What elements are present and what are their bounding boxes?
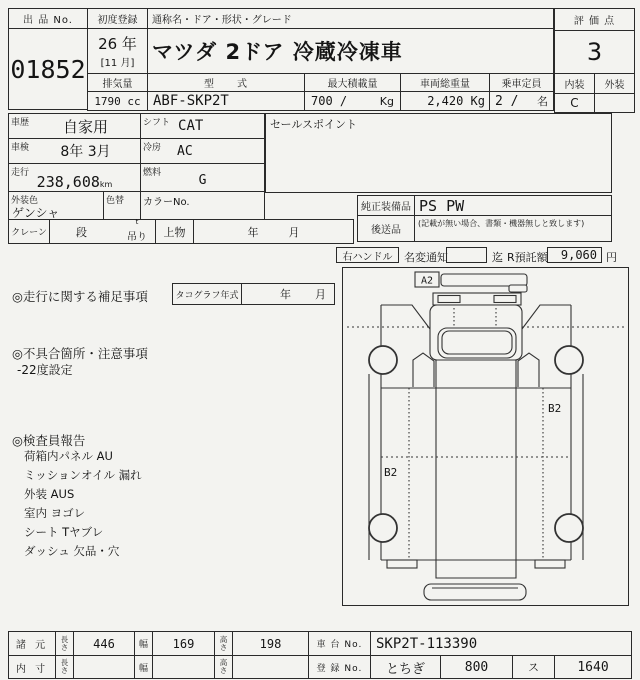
kosohin-label: 後送品	[357, 215, 415, 242]
max-load-number: 700 /	[311, 94, 348, 108]
first-reg-month: [11 月]	[100, 58, 135, 69]
chassis-label: 車 台 No.	[308, 631, 371, 656]
vehicle-diagram-box	[342, 267, 629, 606]
inspection-value: 8年 3月	[60, 144, 111, 160]
ac-cell	[140, 138, 265, 164]
first-reg-value	[87, 28, 148, 74]
damage-label-b2-right: B2	[548, 402, 562, 415]
uwamono-cell	[193, 219, 354, 244]
tachograph-year: 年	[280, 288, 291, 301]
recycle-value: 9,060	[547, 247, 602, 263]
exterior-label: 外装	[594, 73, 635, 94]
history-label: 車歴	[11, 118, 30, 128]
fuel-cell	[140, 163, 265, 192]
mileage-note-title: ◎走行に関する補足事項	[12, 289, 148, 304]
sales-point-label: セールスポイント	[270, 118, 358, 131]
inner-height-label: 高さ	[214, 655, 233, 679]
interior-grade: C	[554, 93, 595, 113]
history-value: 自家用	[63, 117, 109, 136]
length-label: 長さ	[55, 631, 74, 656]
registration-class: 800	[440, 655, 513, 679]
ac-label: 冷房	[143, 143, 162, 153]
inner-width-label: 幅	[134, 655, 153, 679]
fuel-label: 燃料	[143, 168, 162, 178]
made-label: 迄	[492, 251, 503, 264]
inspector-line: 室内 ヨゴレ	[24, 506, 86, 520]
color-no-cell	[140, 191, 265, 220]
inspector-title: ◎検査員報告	[12, 433, 86, 448]
inspector-line: シート Tヤブレ	[24, 525, 104, 539]
shift-cell	[140, 113, 265, 139]
inner-dims-label: 内 寸	[8, 655, 56, 679]
inspector-line: ミッションオイル 漏れ	[24, 468, 142, 482]
capacity-value	[489, 91, 554, 111]
crane-tsuri: 吊り	[127, 232, 147, 243]
lot-no-value: 01852	[8, 28, 88, 110]
shift-label: シフト	[143, 118, 171, 128]
truck-diagram	[343, 268, 628, 605]
width-label: 幅	[134, 631, 153, 656]
model-value: ABF-SKP2T	[147, 91, 305, 111]
capacity-number: 2 /	[495, 93, 519, 109]
uwamono-month: 月	[288, 225, 300, 239]
inspector-report-list	[24, 447, 142, 561]
mileage-value: 238,608	[36, 173, 100, 191]
dims-label: 諸 元	[8, 631, 56, 656]
model-header: 型 式	[147, 73, 305, 92]
height-label: 高さ	[214, 631, 233, 656]
registration-kana: ス	[512, 655, 555, 679]
capacity-unit: 名	[537, 95, 548, 108]
inner-height-value	[232, 655, 309, 679]
color-no-label: カラーNo.	[143, 197, 190, 208]
registration-label: 登 録 No.	[308, 655, 371, 679]
gvw-header: 車両総重量	[400, 73, 490, 92]
damage-label-b2-left: B2	[384, 466, 398, 479]
ext-color-value: ゲンシャ	[12, 206, 60, 220]
max-load-unit: Kg	[379, 94, 394, 108]
width-value: 169	[152, 631, 215, 656]
handle-badge: 右ハンドル	[336, 247, 399, 263]
max-load-value	[304, 91, 401, 111]
displacement-header: 排気量	[87, 73, 148, 92]
kosohin-note: (記載が無い場合、書類・機器無しと致します)	[414, 215, 612, 242]
color-change-cell	[103, 191, 141, 220]
registration-number: 1640	[554, 655, 632, 679]
yen-label: 円	[606, 251, 617, 264]
mileage-cell	[8, 163, 141, 192]
tachograph-label: タコグラフ年式	[172, 283, 242, 305]
interior-label: 内装	[554, 73, 595, 94]
name-change-label: 名変通知	[404, 251, 448, 264]
mileage-unit: km	[99, 180, 113, 189]
first-reg-year: 26 年	[98, 35, 137, 53]
uwamono-label: 上物	[155, 219, 194, 244]
tachograph-value	[241, 283, 335, 305]
name-change-box	[446, 247, 487, 263]
height-value: 198	[232, 631, 309, 656]
inner-width-value	[152, 655, 215, 679]
capacity-header: 乗車定員	[489, 73, 554, 92]
vehicle-name: マツダ 2ドア 冷蔵冷凍車	[147, 28, 554, 74]
registration-area: とちぎ	[370, 655, 441, 679]
inner-length-label: 長さ	[55, 655, 74, 679]
crane-cell	[49, 219, 156, 244]
chassis-number: SKP2T-113390	[370, 631, 632, 656]
inspector-line: ダッシュ 欠品・穴	[24, 544, 120, 558]
inspector-line: 外装 AUS	[24, 487, 75, 501]
defect-title: ◎不具合箇所・注意事項	[12, 346, 148, 361]
inspector-line: 荷箱内パネル AU	[24, 449, 113, 463]
tachograph-month: 月	[315, 288, 326, 301]
first-reg-header: 初度登録	[87, 8, 148, 29]
score-header: 評 価 点	[554, 8, 635, 31]
sales-point-box	[265, 113, 612, 193]
recycle-label: R預託額	[507, 251, 548, 264]
defect-line: -22度設定	[17, 363, 73, 377]
name-header: 通称名・ドア・形状・グレード	[147, 8, 554, 29]
exterior-grade	[594, 93, 635, 113]
inspection-label: 車検	[11, 143, 30, 153]
mileage-label: 走行	[11, 168, 30, 178]
length-value: 446	[73, 631, 135, 656]
ac-value: AC	[177, 143, 193, 159]
crane-dan: 段	[76, 225, 87, 239]
ext-color-label: 外装色	[11, 196, 39, 206]
inner-length-value	[73, 655, 135, 679]
fuel-value: G	[198, 173, 207, 188]
lot-no-header: 出 品 No.	[8, 8, 88, 29]
score-value: 3	[554, 30, 635, 74]
shift-value: CAT	[178, 118, 204, 134]
crane-ton: t	[135, 218, 139, 226]
crane-label: クレーン	[8, 219, 50, 244]
color-change-label: 色替	[106, 196, 125, 206]
gvw-value: 2,420 Kg	[400, 91, 490, 111]
ext-color-cell	[8, 191, 104, 220]
inspection-cell	[8, 138, 141, 164]
history-cell	[8, 113, 141, 139]
uwamono-year: 年	[247, 225, 259, 239]
equipment-label: 純正装備品	[357, 195, 415, 216]
equipment-value: PS PW	[414, 195, 612, 216]
max-load-header: 最大積載量	[304, 73, 401, 92]
displacement-value: 1790 cc	[87, 91, 148, 111]
damage-label-a2: A2	[420, 275, 434, 287]
